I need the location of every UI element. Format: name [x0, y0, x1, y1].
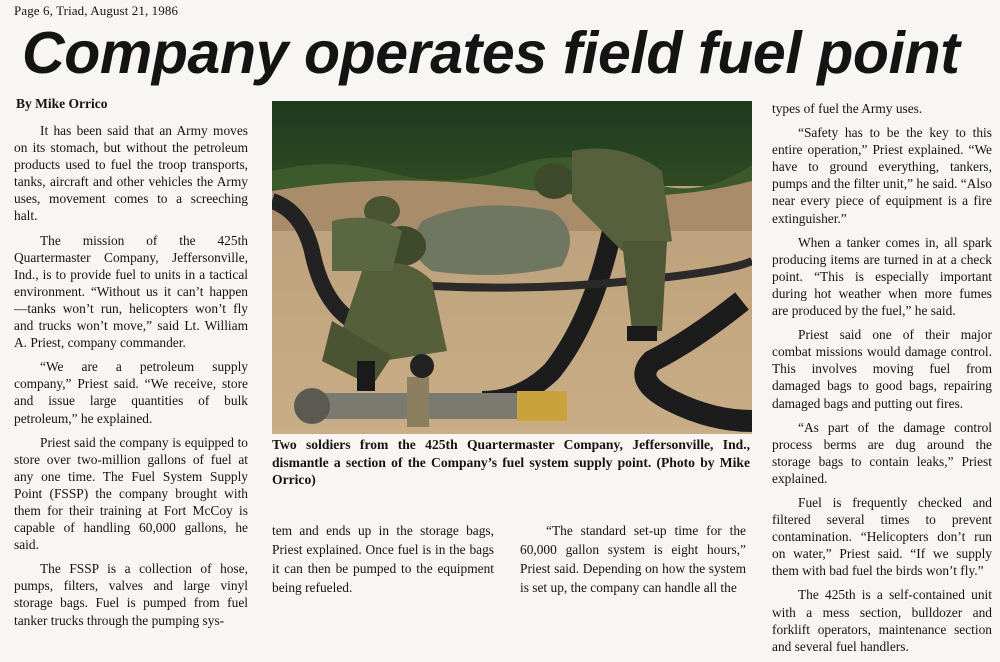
news-photo	[272, 101, 752, 434]
photo-caption: Two soldiers from the 425th Quartermaster Company, Jeffersonville, Ind., dismantle a section of the Company’s fuel system supply point. (Photo by Mike Orrico)	[272, 437, 750, 487]
paragraph: “We are a petroleum supply company,” Priest said. “We receive, store and issue large quantities of bulk petroleum,” he explained.	[14, 359, 248, 426]
paragraph: The 425th is a self-contained unit with a mess section, bulldozer and forklift operators, maintenance section and several fuel handlers.	[772, 587, 992, 654]
page-folio: Page 6, Triad, August 21, 1986	[14, 3, 179, 18]
paragraph: “The standard set-up time for the 60,000 gallon system is eight hours,” Priest said. Depending on how the system is set up, the company can handle all the	[520, 523, 746, 595]
article-column-4	[772, 100, 992, 662]
byline: By Mike Orrico	[16, 96, 108, 111]
photo-soldiers-fuel-hose	[272, 101, 752, 434]
paragraph: Priest said one of their major combat missions would damage control. This involves moving fuel from damaged bags to good bags, repairing damaged bags and putting out fires.	[772, 327, 992, 411]
paragraph: “As part of the damage control process berms are dug around the storage bags to contain leaks,” Priest explained.	[772, 419, 992, 486]
article-column-3	[520, 521, 746, 604]
paragraph: “Safety has to be the key to this entire operation,” Priest explained. “We have to ground everything, tankers, pumps and the filter unit,” he said. “Also near every piece of equipment is a fire extinguisher.”	[772, 125, 992, 226]
paragraph: The FSSP is a collection of hose, pumps, filters, valves and large vinyl storage bags. Fuel is pumped from fuel tanker trucks through the pumping sys-	[14, 561, 248, 628]
headline: Company operates field fuel point	[22, 20, 960, 86]
paragraph: The mission of the 425th Quartermaster Company, Jeffersonville, Ind., is to provide fuel to units in a tactical environment. “Without us it can’t happen—tanks won’t run, helicopters won’t fly and trucks won’t move,” said Lt. William A. Priest, company commander.	[14, 232, 248, 351]
paragraph: Priest said the company is equipped to store over two-million gallons of fuel at any one time. The Fuel System Supply Point (FSSP) the company brought with them for their training at Fort McCoy is capable of handling 60,000 gallons, he said.	[14, 434, 248, 553]
article-column-2	[272, 521, 494, 604]
paragraph: When a tanker comes in, all spark producing items are turned in at a check point. “This is especially important during hot weather when more fumes are produced by the fuel,” he said.	[772, 234, 992, 319]
paragraph: Fuel is frequently checked and filtered several times to prevent contamination. “Helicopters don’t run on water,” Priest said. “If we supply them with bad fuel the birds won’t fly.”	[772, 494, 992, 579]
article-column-1	[14, 122, 248, 636]
paragraph: tem and ends up in the storage bags, Priest explained. Once fuel is in the bags it can then be pumped to the equipment being refueled.	[272, 523, 494, 595]
paragraph-continued: types of fuel the Army uses.	[772, 101, 923, 116]
paragraph: It has been said that an Army moves on its stomach, but without the petroleum products used to fuel the troop transports, tanks, aircraft and other vehicles the Army uses, movement comes to a screeching halt.	[14, 123, 248, 224]
